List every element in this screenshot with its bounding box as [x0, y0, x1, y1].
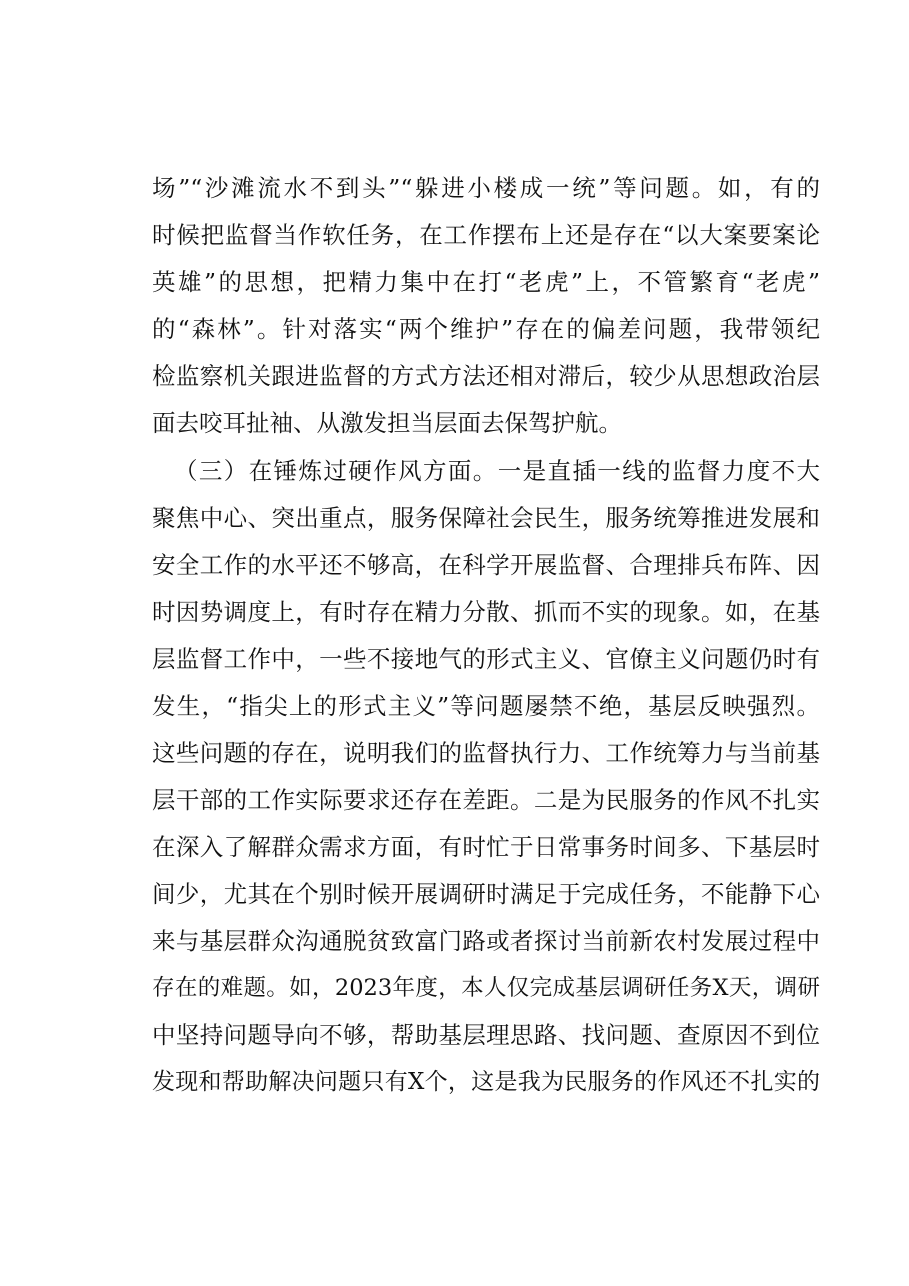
- text-line: 层监督工作中，一些不接地气的形式主义、官僚主义问题仍时有: [152, 645, 820, 673]
- text-line: 发现和帮助解决问题只有X个，这是我为民服务的作风还不扎实的: [152, 1069, 820, 1095]
- text-line: 存在的难题。如，2023年度，本人仅完成基层调研任务X天，调研: [152, 975, 820, 1001]
- text-line: 层干部的工作实际要求还存在差距。二是为民服务的作风不扎实: [152, 786, 820, 814]
- text-line: 的“森林”。针对落实“两个维护”存在的偏差问题，我带领纪: [152, 315, 820, 343]
- text-line: 这些问题的存在，说明我们的监督执行力、工作统筹力与当前基: [152, 739, 820, 767]
- text-line: 来与基层群众沟通脱贫致富门路或者探讨当前新农村发展过程中: [152, 927, 820, 955]
- text-line: 安全工作的水平还不够高，在科学开展监督、合理排兵布阵、因: [152, 551, 820, 579]
- text-line: 面去咬耳扯袖、从激发担当层面去保驾护航。: [152, 409, 622, 437]
- text-line: 聚焦中心、突出重点，服务保障社会民生，服务统筹推进发展和: [152, 504, 820, 532]
- text-line: 在深入了解群众需求方面，有时忙于日常事务时间多、下基层时: [152, 833, 820, 861]
- text-line: 间少，尤其在个别时候开展调研时满足于完成任务，不能静下心: [152, 880, 820, 908]
- text-line: 场”“沙滩流水不到头”“躲进小楼成一统”等问题。如，有的: [152, 174, 820, 202]
- text-line: 英雄”的思想，把精力集中在打“老虎”上，不管繁育“老虎”: [152, 268, 820, 296]
- section-heading-line: （三）在锤炼过硬作风方面。一是直插一线的监督力度不大: [174, 457, 820, 485]
- text-line: 时因势调度上，有时存在精力分散、抓而不实的现象。如，在基: [152, 598, 820, 626]
- text-line: 中坚持问题导向不够，帮助基层理思路、找问题、查原因不到位: [152, 1021, 820, 1049]
- text-line: 时候把监督当作软任务，在工作摆布上还是存在“以大案要案论: [152, 221, 820, 249]
- text-line: 发生，“指尖上的形式主义”等问题屡禁不绝，基层反映强烈。: [152, 692, 820, 720]
- text-line: 检监察机关跟进监督的方式方法还相对滞后，较少从思想政治层: [152, 362, 820, 390]
